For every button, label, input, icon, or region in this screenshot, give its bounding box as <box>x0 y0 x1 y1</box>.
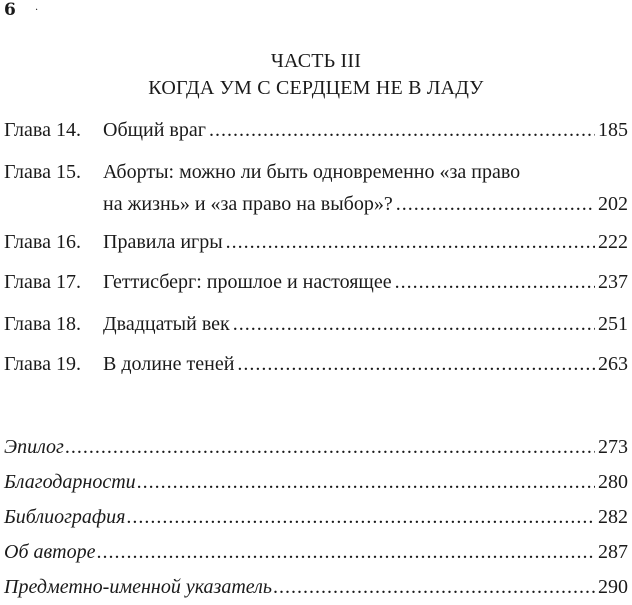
dot-leader <box>396 187 595 222</box>
page-ref: 282 <box>598 506 628 528</box>
back-matter-title: Библиография <box>4 506 126 528</box>
back-matter-title: Эпилог <box>4 436 64 458</box>
dot-leader <box>395 265 595 300</box>
chapter-title: Двадцатый век <box>103 313 230 335</box>
page-ref: 237 <box>598 271 628 293</box>
back-matter-title: Об авторе <box>4 541 96 563</box>
page-ref: 222 <box>598 231 628 253</box>
page-ref: 287 <box>598 541 628 563</box>
dot-leader <box>226 225 595 260</box>
chapter-title-line-2: на жизнь» и «за право на выбор»? <box>103 193 393 215</box>
part-label: ЧАСТЬ III <box>270 50 362 72</box>
page-ref: 290 <box>598 576 628 598</box>
dot-leader <box>209 113 595 148</box>
page-ref: 185 <box>598 119 628 141</box>
page-number: 6 <box>4 0 16 20</box>
chapter-number: Глава 16. <box>4 231 81 253</box>
page-ref: 251 <box>598 313 628 335</box>
chapter-title-line-1: Аборты: можно ли быть одновременно «за право <box>103 161 521 183</box>
chapter-number: Глава 14. <box>4 119 81 141</box>
back-matter-title: Благодарности <box>4 471 136 493</box>
page-ref: 280 <box>598 471 628 493</box>
chapter-title: В долине теней <box>103 353 235 375</box>
dot-leader <box>273 570 595 605</box>
page-ref: 273 <box>598 436 628 458</box>
back-matter-title: Предметно-именной указатель <box>4 576 273 598</box>
dot-leader <box>237 347 595 382</box>
chapter-title: Геттисберг: прошлое и настоящее <box>103 271 392 293</box>
chapter-number: Глава 17. <box>4 271 81 293</box>
chapter-number: Глава 19. <box>4 353 81 375</box>
chapter-number: Глава 15. <box>4 161 81 183</box>
dot-leader <box>137 465 595 500</box>
part-title: КОГДА УМ С СЕРДЦЕМ НЕ В ЛАДУ <box>148 77 484 99</box>
dot-leader <box>97 535 595 570</box>
dot-leader <box>65 430 595 465</box>
dot-leader <box>233 307 595 342</box>
page-number-dot: . <box>35 2 39 13</box>
chapter-title: Правила игры <box>103 231 223 253</box>
chapter-number: Глава 18. <box>4 313 81 335</box>
dot-leader <box>126 500 595 535</box>
page-ref: 263 <box>598 353 628 375</box>
chapter-title: Общий враг <box>103 119 206 141</box>
page-ref: 202 <box>598 193 628 215</box>
part-heading <box>0 48 632 102</box>
